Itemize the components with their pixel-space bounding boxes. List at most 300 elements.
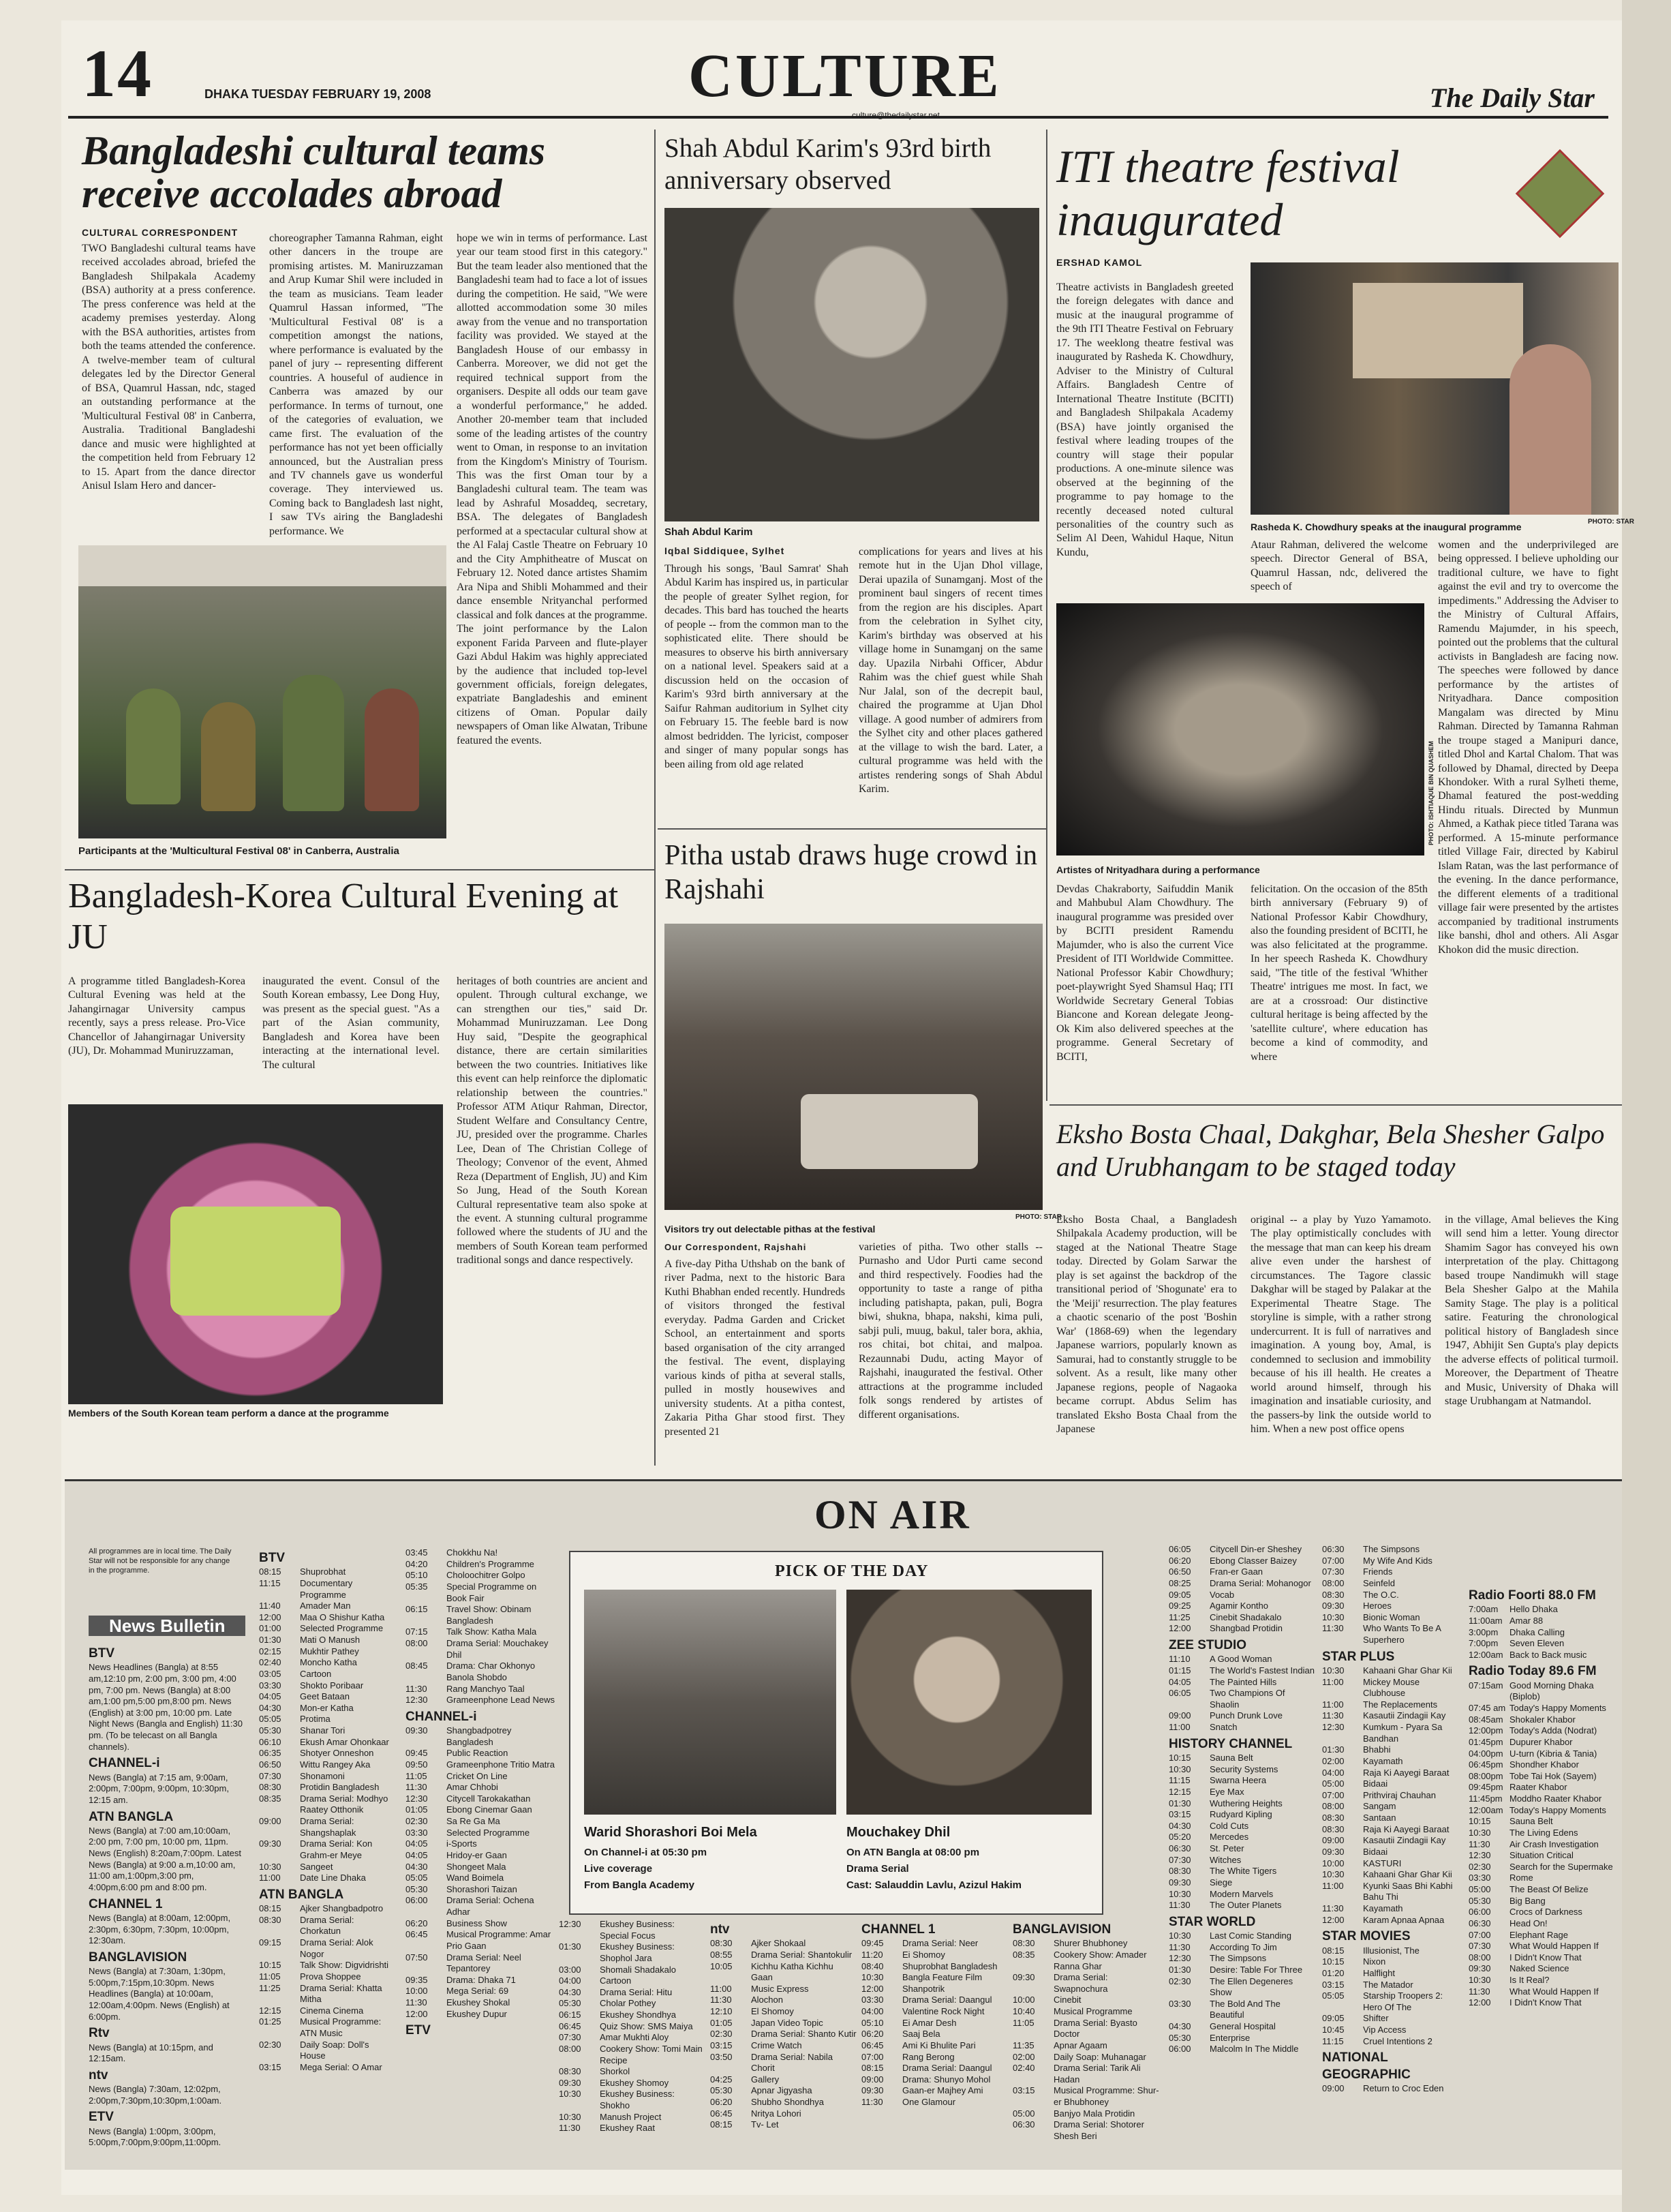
schedule-time: 08:35	[1013, 1949, 1035, 1960]
schedule-time: 03:30	[405, 1827, 428, 1838]
schedule-time: 06:00	[1469, 1907, 1491, 1918]
schedule-time: 05:05	[259, 1714, 281, 1725]
schedule-time: 08:30	[259, 1782, 281, 1793]
schedule-row	[259, 1759, 392, 1771]
schedule-row	[259, 1737, 392, 1748]
schedule-row	[1169, 1798, 1315, 1810]
schedule-row	[1322, 1813, 1462, 1824]
schedule-time: 08:45am	[1469, 1714, 1503, 1725]
schedule-time: 01:30	[1169, 1798, 1191, 1808]
schedule-row	[861, 1950, 1008, 1961]
schedule-row	[405, 1748, 555, 1759]
station-heading: CHANNEL-i	[405, 1709, 477, 1724]
schedule-programme: Drama Serial: Swapnochura	[1054, 1972, 1108, 1994]
radio-column	[1469, 1585, 1615, 2161]
schedule-row	[1322, 1756, 1462, 1768]
schedule-programme: Raater Khabor	[1509, 1782, 1567, 1793]
schedule-programme: Gallery	[751, 2074, 780, 2085]
schedule-time: 10:30	[1169, 1930, 1191, 1941]
inaugural-photo-caption: Rasheda K. Chowdhury speaks at the inaugural programme	[1251, 521, 1522, 532]
schedule-programme: U-turn (Kibria & Tania)	[1509, 1748, 1597, 1759]
story3-column-4: Devdas Chakraborty, Saifuddin Manik and Mahbubul Alam Chowdhury. The inaugural programme was presided over by BCITI president Ramendu Majumder, who is also the current Vice President of ITI Worldwide Committee. National Professor Kabir Chowdhury; poet-playwright Syed Shamsul Haq; ITI Worldwide Secretary General Tobias Biancone and Korean delegate Jeong-Ok Kim also delivered speeches at the programme. General Secretary of BCITI,	[1056, 883, 1233, 1063]
story4-column-2: inaugurated the event. Consul of the South Korean embassy, Lee Dong Huy, was present as the special guest. "As a part of the Asian community, Bangladesh and Korea have been interacting at the international level. The cultural	[262, 975, 440, 1071]
schedule-time: 09:05	[1322, 2013, 1345, 2024]
schedule-programme: Illusionist, The	[1363, 1945, 1420, 1956]
schedule-time: 06:45	[861, 2040, 884, 2050]
schedule-programme: Ekushey Business: Shophol Jara	[600, 1941, 675, 1963]
schedule-programme: The Ellen Degeneres Show	[1210, 1975, 1293, 1998]
schedule-programme: Kayamath	[1363, 1755, 1403, 1766]
schedule-time: 12:30	[1469, 1850, 1491, 1861]
canberra-photo-caption: Participants at the 'Multicultural Festival 08' in Canberra, Australia	[78, 845, 399, 857]
dance-photo-credit: PHOTO: ISHTIAQUE BIN QUASHEM	[1428, 741, 1435, 845]
schedule-programme: Enterprise	[1210, 2032, 1251, 2043]
schedule-row	[559, 1941, 705, 1964]
schedule-time: 05:30	[405, 1883, 428, 1894]
story6-column-2: original -- a play by Yuzo Yamamoto. The play optimistically concludes with the message that man can keep his dream alive even under the harshest of circumstances. The Tagore classic Dakghar will be staged by Palakar at the Experimental Theatre Stage. The storyline is simple, with a rather strong undercurrent. It is full of narratives and imagination. A young boy, Amal, is condemned to seclusion and immobility because of his ill health. He creates a world around himself, through his imagination and insatiable curiosity, and the passers-by link the outside world to him. When a new post office opens	[1251, 1214, 1431, 1436]
story6-column-3: in the village, Amal believes the King will send him a letter. Young director Shamim Sagor has conveyed his own interpretation of the play. Chittagong based troupe Nandimukh will stage Bela Shesher Galpo at the Mahila Samity Stage. The play is a political satire. Featuring the chronological political history of Bangladesh since 1947, Abhijit Sen Gupta's play depicts the adverse effects of political turmoil. Moreover, the Department of Theatre and Music, University of Dhaka will stage Urubhangam at Natmandol.	[1445, 1214, 1619, 1408]
bulletin-text: News (Bangla) at 7:30am, 1:30pm, 5:00pm,7:15pm,10:30pm. News Headlines (Bangla) at 10:00am, 12:00am,4:00pm. News (English) at 6:00pm.	[89, 1966, 230, 2022]
bulletin-text: News (Bangla) at 10:15pm, and 12:15am.	[89, 2042, 213, 2064]
schedule-programme: Shonamoni	[300, 1770, 345, 1781]
schedule-time: 06:00	[405, 1895, 428, 1906]
schedule-row	[259, 2062, 392, 2074]
schedule-programme: Today's Happy Moments	[1509, 1804, 1606, 1815]
bulletin-text: News (Bangla) at 7:00 am,10:00am, 2:00 pm, 7:00 pm, 10:00 pm, 11pm. News (English) 8:20am,7:00pm. Latest News (Bangla) at 9:00 a.m,10:00 am, 11:00 am,1:00pm,3:00 pm, 4:00pm,6:00 pm and 8:00 pm.	[89, 1825, 241, 1892]
schedule-programme: Hridoy-er Gaan	[446, 1849, 507, 1860]
schedule-row	[1169, 1953, 1315, 1965]
schedule-programme: Bangla Feature Film	[902, 1972, 983, 1983]
bulletin-channel: Rtv	[89, 2026, 110, 2041]
bulletin-channel: CHANNEL-i	[89, 1756, 160, 1771]
bulletin-channel: ntv	[89, 2067, 108, 2082]
schedule-programme: Friends	[1363, 1566, 1393, 1577]
schedule-programme: Drama Serial: Mouchakey Dhil	[446, 1638, 549, 1660]
schedule-time: 11:00	[710, 1983, 732, 1994]
schedule-row	[1169, 1544, 1315, 1556]
schedule-programme: Big Bang	[1509, 1895, 1546, 1906]
section-email[interactable]: culture@thedailystar.net	[852, 110, 940, 120]
schedule-programme: The World's Fastest Indian	[1210, 1665, 1315, 1676]
schedule-programme: Cinema Cinema	[300, 2005, 364, 2016]
schedule-row	[1469, 1604, 1615, 1616]
schedule-programme: Drama Serial: Neel Tepantorey	[446, 1952, 521, 1974]
schedule-time: 11:05	[1013, 2017, 1034, 2028]
schedule-programme: What Would Happen If	[1509, 1986, 1599, 1997]
schedule-programme: Ami Ki Bhulite Pari	[902, 2040, 976, 2050]
schedule-programme: Drama Serial: Hitu	[600, 1986, 673, 1997]
schedule-time: 01:25	[259, 2016, 281, 2027]
schedule-time: 10:30	[259, 1861, 281, 1872]
schedule-time: 08:00	[1322, 1577, 1345, 1588]
schedule-programme: Ebong Classer Baizey	[1210, 1555, 1297, 1566]
schedule-row	[259, 1793, 392, 1816]
boi-mela-photo	[584, 1590, 836, 1815]
pick-right-line2: Drama Serial	[846, 1863, 909, 1875]
schedule-time: 08:30	[259, 1914, 281, 1925]
schedule-time: 06:20	[1169, 1555, 1191, 1566]
schedule-programme: Shifter	[1363, 2013, 1389, 2024]
schedule-row	[405, 1828, 555, 1839]
schedule-row	[1322, 2083, 1462, 2095]
schedule-programme: Bidaai	[1363, 1846, 1388, 1857]
schedule-programme: Selected Programme	[446, 1827, 530, 1838]
schedule-row	[259, 1635, 392, 1646]
schedule-programme: Moncho Katha	[300, 1657, 357, 1668]
pitha-photo-caption: Visitors try out delectable pithas at the festival	[664, 1224, 876, 1234]
schedule-programme: Good Morning Dhaka (Biplob)	[1509, 1680, 1594, 1702]
schedule-row	[1322, 1578, 1462, 1590]
schedule-time: 11:30	[861, 2097, 883, 2108]
schedule-time: 01:30	[1169, 1964, 1191, 1975]
schedule-row	[1169, 1965, 1315, 1976]
story4-headline[interactable]: Bangladesh-Korea Cultural Evening at JU	[68, 877, 619, 956]
schedule-time: 04:00	[861, 2006, 884, 2017]
schedule-programme: Rang Manchyo Taal	[446, 1683, 525, 1694]
schedule-programme: A Good Woman	[1210, 1654, 1272, 1665]
schedule-programme: Date Line Dhaka	[300, 1873, 366, 1883]
schedule-programme: Drama: Shunyo Mohol	[902, 2074, 991, 2085]
schedule-row	[1169, 1665, 1315, 1677]
schedule-time: 08:30	[1013, 1938, 1035, 1949]
schedule-time: 09:05	[1169, 1589, 1191, 1600]
schedule-time: 08:45	[405, 1661, 428, 1671]
schedule-programme: Daily Soap: Doll's House	[300, 2039, 369, 2061]
story5-headline[interactable]: Pitha ustab draws huge crowd in Rajshahi	[664, 840, 1038, 906]
schedule-programme: Drama Serial: Alok Nogor	[300, 1937, 373, 1959]
schedule-programme: Shurer Bhubhoney	[1054, 1938, 1128, 1949]
pick-left-line3: From Bangla Academy	[584, 1879, 694, 1891]
brand-logo: The Daily Star	[1429, 82, 1595, 113]
schedule-time: 09:30	[1469, 1963, 1491, 1974]
schedule-row	[861, 2006, 1008, 2018]
schedule-programme: Shokto Poribaar	[300, 1680, 364, 1691]
schedule-time: 05:10	[405, 1570, 428, 1581]
station-heading: ETV	[405, 2023, 431, 2038]
schedule-row	[1169, 1930, 1315, 1942]
schedule-row	[259, 1691, 392, 1703]
schedule-time: 03:15	[1322, 1979, 1345, 1990]
schedule-time: 09:00	[1169, 1710, 1191, 1721]
schedule-programme: Nixon	[1363, 1956, 1386, 1967]
schedule-programme: Ekushey Dupur	[446, 2008, 507, 2019]
schedule-programme: Manush Project	[600, 2111, 662, 2122]
schedule-programme: Fran-er Gaan	[1210, 1566, 1263, 1577]
pick-right-line3: Cast: Salauddin Lavlu, Azizul Hakim	[846, 1879, 1022, 1891]
schedule-time: 04:05	[405, 1838, 428, 1849]
schedule-time: 11:30	[1469, 1838, 1490, 1849]
schedule-time: 07:50	[405, 1952, 428, 1963]
schedule-row	[710, 1995, 857, 2006]
schedule-programme: Tv- Let	[751, 2119, 779, 2130]
schedule-row	[1469, 1941, 1615, 1952]
schedule-row	[559, 2010, 705, 2021]
shah-abdul-karim-photo	[664, 208, 1039, 521]
schedule-programme: Sauna Belt	[1509, 1816, 1553, 1827]
schedule-time: 11:30	[559, 2123, 581, 2134]
schedule-row	[1469, 1997, 1615, 2009]
schedule-programme: Kichhu Katha Kichhu Gaan	[751, 1960, 833, 1983]
schedule-time: 11:15	[1169, 1775, 1191, 1786]
schedule-programme: Drama Serial: Ochena Adhar	[446, 1895, 534, 1918]
schedule-time: 02:00	[1013, 2051, 1035, 2062]
schedule-row	[1013, 2040, 1159, 2052]
schedule-row	[1169, 1775, 1315, 1787]
schedule-programme: Sauna Belt	[1210, 1753, 1253, 1763]
schedule-row	[1169, 1787, 1315, 1798]
schedule-time: 01:30	[559, 1941, 581, 1952]
schedule-time: 05:30	[259, 1725, 281, 1736]
schedule-time: 12:00am	[1469, 1804, 1503, 1815]
schedule-programme: The Beast Of Belize	[1509, 1884, 1589, 1894]
story1-headline[interactable]: Bangladeshi cultural teams receive accolades abroad	[82, 128, 546, 216]
schedule-time: 10:40	[1013, 2006, 1035, 2017]
schedule-time: 06:30	[1469, 1918, 1491, 1928]
schedule-row	[559, 2032, 705, 2044]
schedule-programme: The O.C.	[1363, 1589, 1399, 1600]
schedule-programme: Choloochitrer Golpo	[446, 1570, 525, 1581]
schedule-time: 06:00	[1169, 2044, 1191, 2055]
schedule-programme: Dhaka Calling	[1509, 1626, 1565, 1637]
schedule-programme: Mega Serial: O Amar	[300, 2061, 382, 2072]
mouchakey-dhil-photo	[846, 1590, 1092, 1815]
schedule-row	[1469, 1782, 1615, 1793]
schedule-time: 03:30	[861, 1995, 884, 2005]
schedule-row	[1322, 2025, 1462, 2036]
schedule-programme: Cartoon	[600, 1975, 632, 1986]
schedule-programme: Drama Serial: Mohanogor	[1210, 1577, 1311, 1588]
schedule-time: 08:25	[1169, 1577, 1191, 1588]
schedule-lower-column	[1013, 1919, 1159, 2161]
schedule-row	[710, 2029, 857, 2040]
station-heading: BTV	[259, 1551, 285, 1565]
station-heading: ntv	[710, 1922, 730, 1937]
schedule-row	[710, 2006, 857, 2018]
schedule-programme: Malcolm In The Middle	[1210, 2044, 1299, 2055]
schedule-programme: Saaj Bela	[902, 2029, 940, 2040]
schedule-time: 08:15	[259, 1903, 281, 1914]
radio-station-heading: Radio Foorti 88.0 FM	[1469, 1588, 1596, 1603]
schedule-row	[259, 2016, 392, 2039]
schedule-programme: Witches	[1210, 1854, 1242, 1865]
schedule-programme: Drama Serial: Shotorer Shesh Beri	[1054, 2119, 1144, 2141]
schedule-programme: Wittu Rangey Aka	[300, 1759, 371, 1770]
schedule-time: 11:30	[1469, 1986, 1490, 1997]
schedule-programme: Ekushey Raat	[600, 2123, 655, 2134]
schedule-row	[405, 1581, 555, 1604]
radio-station-heading: Radio Today 89.6 FM	[1469, 1664, 1597, 1679]
story5-column-1: A five-day Pitha Uthshab on the bank of river Padma, next to the historic Bara Kuthi Bhabhan ended recently. Hundreds of visitors thronged the festival everyday. Padma Garden and Cricket School, an entertainment and sports based organisation of the city arranged the festival. The event, displaying various kinds of pitha at several stalls, pulled in mostly housewives and university students. At a pitha contest, Zakaria Pitha Ghar stood first. They presented 21	[664, 1258, 845, 1438]
station-heading: ZEE STUDIO	[1169, 1638, 1247, 1652]
story2-column-1: Through his songs, 'Baul Samrat' Shah Abdul Karim has inspired us, in particular the people of greater Sylhet region, for decades. This bard has touched the hearts of people -- from the common man to the sophisticated elite. There should be measures to observe his birth anniversary on a national level. Speakers said at a discussion held on the occasion of Karim's 93rd birth anniversary at the Saifur Rahman auditorium in Sylhet city on February 15. The feeble bard is now almost bedridden. The lyricist, composer and singer of many popular songs has been ailing from old age related	[664, 563, 848, 770]
schedule-row	[259, 1646, 392, 1658]
schedule-programme: Return to Croc Eden	[1363, 2082, 1444, 2093]
schedule-row	[861, 2085, 1008, 2097]
schedule-row	[405, 2009, 555, 2020]
schedule-time: 09:00	[259, 1816, 281, 1827]
schedule-row	[1169, 1612, 1315, 1624]
schedule-programme: Documentary Programme	[300, 1577, 353, 1600]
schedule-time: 09:45pm	[1469, 1782, 1503, 1793]
schedule-row	[1469, 1896, 1615, 1907]
story4-column-3: heritages of both countries are ancient and opulent. Through cultural exchange, we can strengthen our ties," said Dr. Mohammad Muniruzzaman. Lee Dong Huy said, "Despite the geographical distance, there are certain similarities between the two countries. Initiatives like this event can help reinforce the diplomatic relationship between the countries." Professor ATM Atiqur Rahman, Director, Student Welfare and Consultancy Centre, JU, presided over the programme. Charles Lee, Dean of The Christian College of Theology; Convenor of the event, Ahmed Reza (Department of English, JU) and Kim So Jung, Head of the South Korean Cultural representative team also spoke at the event. A stunning cultural programme followed where the students of JU and the members of South Korean team performed traditional songs and dance respectively.	[457, 975, 647, 1267]
bulletin-text: News (Bangla) at 8:00am, 12:00pm, 2:30pm, 6:30pm, 7:30pm, 10:00pm, 12:30am.	[89, 1912, 231, 1946]
schedule-time: 10:45	[1322, 2025, 1345, 2035]
schedule-row	[861, 1995, 1008, 2006]
schedule-programme: Search for the Supermake	[1509, 1861, 1613, 1872]
schedule-time: 12:10	[710, 2006, 733, 2017]
schedule-time: 09:45	[861, 1938, 884, 1949]
masthead	[68, 34, 1608, 119]
schedule-time: 07:30	[259, 1770, 281, 1781]
schedule-row	[559, 2112, 705, 2123]
schedule-programme: Ajker Shokaal	[751, 1938, 806, 1949]
schedule-time: 04:00pm	[1469, 1748, 1503, 1759]
schedule-time: 03:05	[259, 1668, 281, 1679]
schedule-row	[1322, 1980, 1462, 1991]
schedule-column-2	[259, 1547, 392, 2161]
schedule-time: 12:00	[259, 1611, 281, 1622]
schedule-time: 08:30	[1322, 1823, 1345, 1834]
schedule-row	[1469, 1616, 1615, 1627]
schedule-programme: The Painted Hills	[1210, 1676, 1277, 1687]
schedule-time: 03:30	[1169, 1998, 1191, 2009]
schedule-row	[1013, 2018, 1159, 2040]
story2-headline[interactable]: Shah Abdul Karim's 93rd birth anniversary observed	[664, 134, 992, 195]
schedule-row	[1469, 1627, 1615, 1639]
schedule-time: 12:30	[559, 1919, 581, 1929]
schedule-time: 12:00	[405, 2008, 428, 2019]
schedule-time: 08:00	[405, 1638, 428, 1648]
schedule-time: 05:00	[1013, 2108, 1035, 2119]
schedule-row	[405, 1804, 555, 1816]
schedule-time: 07:00	[1322, 1789, 1345, 1800]
schedule-time: 06:10	[259, 1736, 281, 1747]
schedule-time: 11:00	[1169, 1722, 1191, 1733]
schedule-row	[405, 1918, 555, 1930]
schedule-programme: Bidaai	[1363, 1778, 1388, 1789]
story2-column-2: complications for years and lives at his remote hut in the Ujan Dhol village, Derai upazila of Sunamganj. Most of the prominent baul singers of recent times from the region are his disciples. Apart from the celebration in Sylhet city, Karim's birthday was observed at his village home in Sunamganj on the same day. Upazila Nirbahi Officer, Abdur Rahim was the chief guest while Shah Nur Jalal, son of the decrepit baul, chaired the programme at Ujan Dhol village. A good number of admirers from the Sylhet city and other places gathered at the village to wish the bard. Later, a cultural programme was held with the artistes rendering songs of Shah Abdul Karim.	[859, 546, 1043, 795]
schedule-time: 02:30	[710, 2029, 733, 2040]
schedule-row	[259, 1566, 392, 1578]
schedule-row	[405, 1684, 555, 1695]
schedule-programme: Alochon	[751, 1995, 783, 2005]
schedule-lower-column	[710, 1919, 857, 2161]
schedule-programme: Sangam	[1363, 1801, 1396, 1812]
schedule-time: 10:30	[1322, 1611, 1345, 1622]
schedule-row	[1169, 1753, 1315, 1764]
schedule-row	[1169, 1764, 1315, 1776]
schedule-row	[1013, 1938, 1159, 1950]
schedule-time: 01:30	[1322, 1744, 1345, 1755]
schedule-row	[1013, 1972, 1159, 1995]
schedule-row	[710, 2119, 857, 2131]
schedule-time: 02:30	[259, 2039, 281, 2050]
inaugural-programme-photo	[1251, 262, 1619, 515]
schedule-programme: KASTURI	[1363, 1858, 1402, 1868]
schedule-row	[259, 1937, 392, 1960]
schedule-programme: Prova Shoppee	[300, 1971, 361, 1982]
schedule-programme: Raja Ki Aayegi Baraat	[1363, 1823, 1450, 1834]
schedule-row	[1169, 1566, 1315, 1578]
page-edge	[1622, 0, 1671, 2212]
schedule-programme: One Glamour	[902, 2097, 956, 2108]
schedule-row	[405, 1661, 555, 1683]
schedule-row	[1322, 1623, 1462, 1646]
schedule-programme: Rome	[1509, 1873, 1533, 1883]
schedule-row	[1169, 1889, 1315, 1900]
schedule-programme: Musical Programme: Shur-er Bhubhoney	[1054, 2085, 1159, 2108]
schedule-time: 12:00	[1322, 1914, 1345, 1925]
schedule-time: 09:30	[259, 1838, 281, 1849]
schedule-programme: The Matador	[1363, 1979, 1413, 1990]
schedule-row	[259, 1903, 392, 1915]
schedule-time: 08:15	[710, 2119, 733, 2130]
schedule-time: 12:00	[861, 1983, 884, 1994]
schedule-time: 09:45	[405, 1748, 428, 1759]
schedule-time: 07:30	[1169, 1854, 1191, 1865]
schedule-row	[1013, 2108, 1159, 2120]
schedule-programme: Who Wants To Be A Superhero	[1363, 1623, 1441, 1645]
schedule-row	[1469, 1850, 1615, 1862]
schedule-row	[710, 1961, 857, 1984]
schedule-time: 04:30	[405, 1861, 428, 1872]
story3-byline: ERSHAD KAMOL	[1056, 257, 1143, 268]
schedule-time: 08:30	[559, 2066, 581, 2077]
schedule-row	[1322, 1744, 1462, 1756]
schedule-programme: Sangeet	[300, 1861, 333, 1872]
schedule-programme: Wuthering Heights	[1210, 1798, 1283, 1808]
schedule-time: 08:00	[1469, 1952, 1491, 1963]
schedule-time: 07:30	[559, 2032, 581, 2043]
schedule-row	[405, 1986, 555, 1997]
story6-headline[interactable]: Eksho Bosta Chaal, Dakghar, Bela Shesher Galpo and Urubhangam to be staged today	[1056, 1119, 1605, 1182]
schedule-time: 09:30	[1013, 1972, 1035, 1983]
schedule-time: 11:15	[1322, 2035, 1344, 2046]
schedule-programme: El Shomoy	[751, 2006, 794, 2017]
schedule-time: 01:05	[710, 2017, 733, 2028]
schedule-time: 09:30	[1322, 1601, 1345, 1611]
schedule-time: 10:30	[1469, 1827, 1491, 1838]
schedule-time: 10:15	[259, 1960, 281, 1971]
schedule-time: 10:30	[1322, 1665, 1345, 1676]
schedule-programme: Ebong Cinemar Gaan	[446, 1804, 532, 1815]
schedule-programme: The Living Edens	[1509, 1827, 1578, 1838]
schedule-programme: St. Peter	[1210, 1843, 1244, 1853]
schedule-programme: Karam Apnaa Apnaa	[1363, 1914, 1445, 1925]
schedule-time: 06:20	[710, 2097, 733, 2108]
bulletin-text: News (Bangla) at 7:15 am, 9:00am, 2:00pm, 7:00pm, 9:00pm, 10:30pm, 12:15 am.	[89, 1772, 229, 1805]
schedule-row	[710, 2040, 857, 2052]
schedule-time: 11:15	[259, 1577, 281, 1588]
schedule-time: 04:00	[559, 1975, 581, 1986]
schedule-time: 04:30	[1169, 1820, 1191, 1831]
schedule-row	[259, 1669, 392, 1680]
schedule-time: 12:30	[1322, 1722, 1345, 1733]
schedule-programme: Geet Bataan	[300, 1691, 350, 1702]
schedule-row	[1169, 1710, 1315, 1722]
schedule-row	[1169, 1976, 1315, 1999]
schedule-programme: Mercedes	[1210, 1832, 1249, 1843]
schedule-programme: Drama Serial: Daangul	[902, 1995, 992, 2005]
schedule-row	[1169, 2044, 1315, 2055]
schedule-programme: Cold Cuts	[1210, 1820, 1249, 1831]
story3-headline[interactable]: ITI theatre festival inaugurated	[1056, 140, 1400, 246]
schedule-programme: Shongeet Mala	[446, 1861, 506, 1872]
schedule-time: 07:15am	[1469, 1680, 1503, 1691]
schedule-programme: Amar Mukhti Aloy	[600, 2032, 669, 2043]
schedule-row	[1469, 1748, 1615, 1760]
